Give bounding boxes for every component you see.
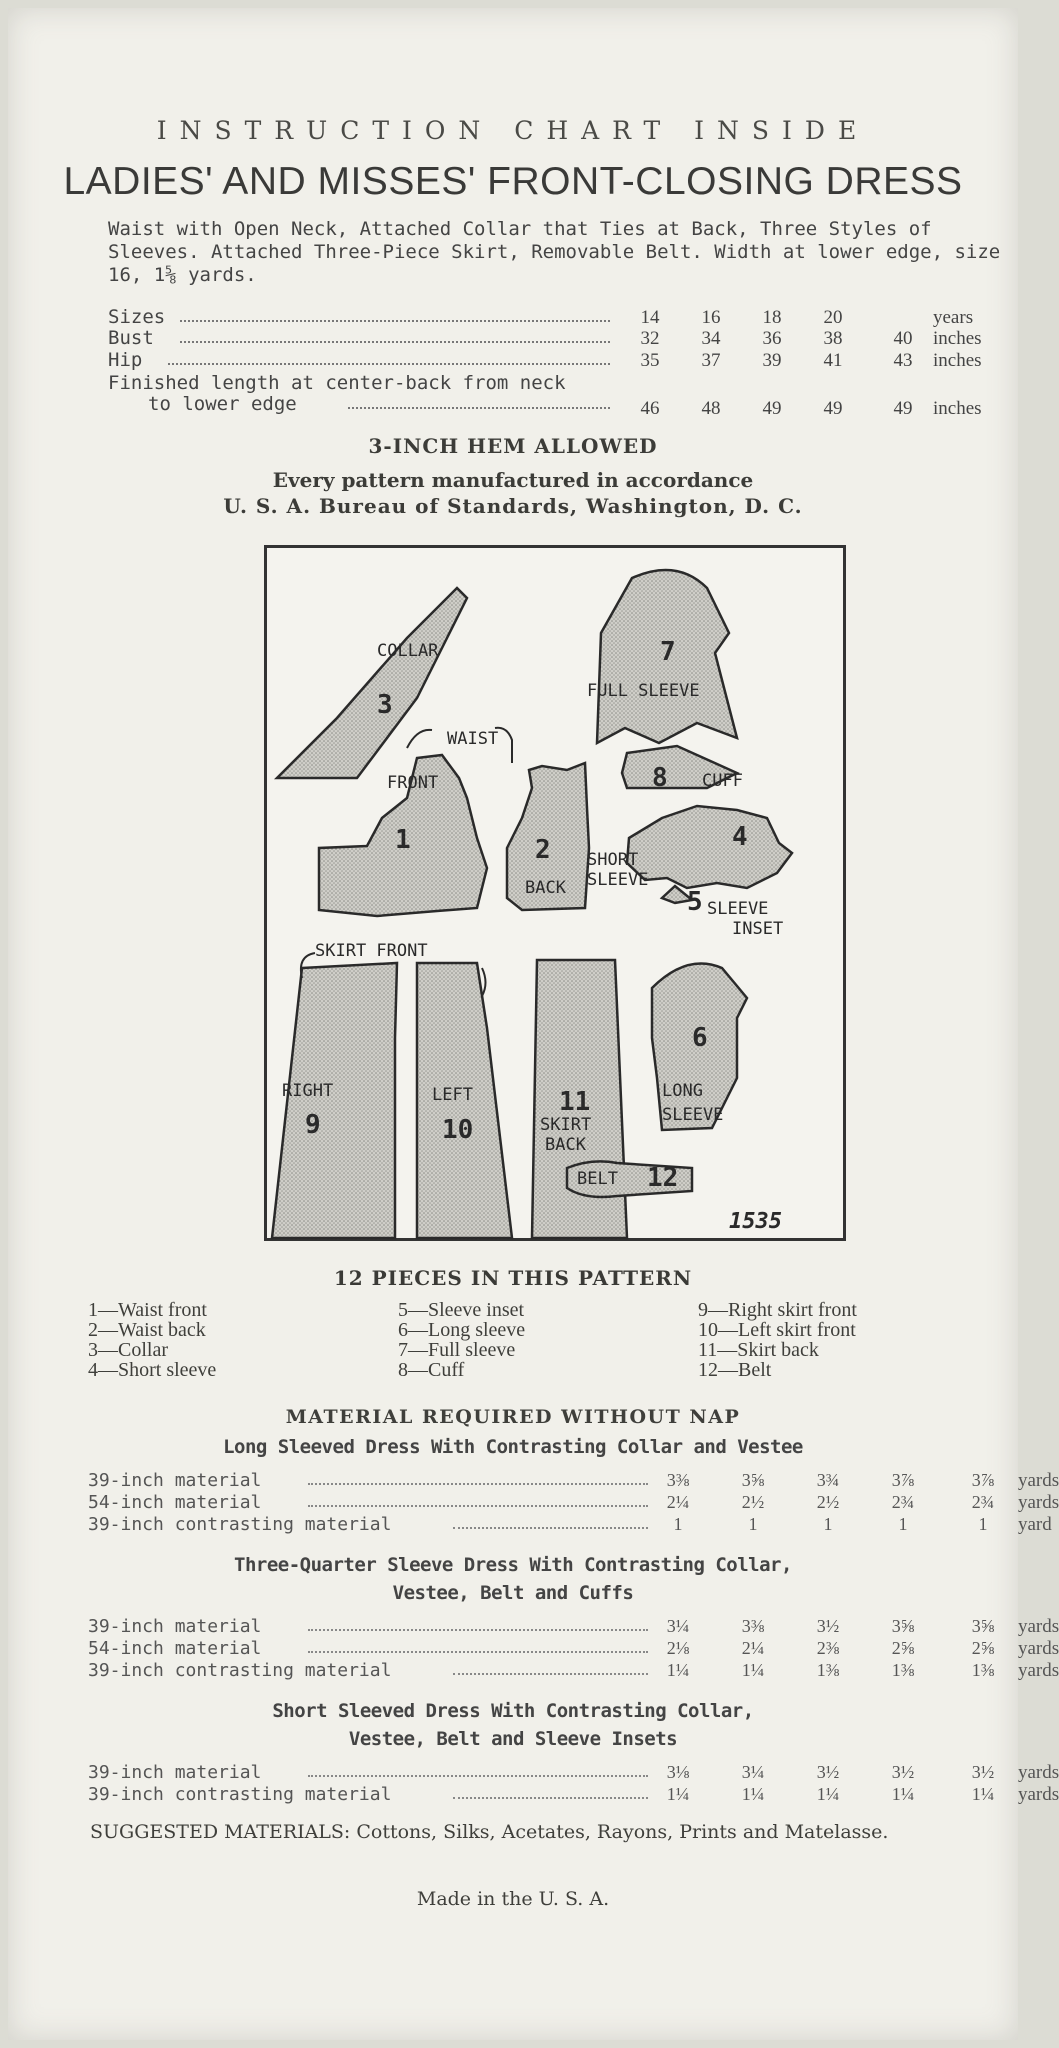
yardage-unit: yards xyxy=(1018,1660,1059,1681)
piece-number-3: 3 xyxy=(377,690,393,720)
hip-label: Hip xyxy=(108,349,143,371)
bust-value: 36 xyxy=(762,328,782,349)
yardage: 2¾ xyxy=(971,1492,995,1512)
bust-label: Bust xyxy=(108,327,154,349)
material-label: 39-inch material xyxy=(88,1470,262,1491)
size-value: 16 xyxy=(701,307,721,328)
pieces-column-2 xyxy=(398,1300,525,1380)
yardage: 2⅛ xyxy=(666,1638,690,1658)
piece-number-1: 1 xyxy=(395,825,411,855)
size-unit: years xyxy=(933,307,974,328)
waist-pointer xyxy=(407,730,432,748)
section-heading: Vestee, Belt and Sleeve Insets xyxy=(348,1728,678,1750)
yardage: 3¼ xyxy=(741,1762,765,1782)
leader-dots xyxy=(308,1483,648,1485)
piece-item: 7—Full sleeve xyxy=(398,1339,516,1361)
suggested-materials: SUGGESTED MATERIALS: Cottons, Silks, Acetates, Rayons, Prints and Matelasse. xyxy=(90,1821,889,1843)
material-row xyxy=(88,1638,1059,1659)
label-belt: BELT xyxy=(577,1169,618,1189)
yardage: 2⅜ xyxy=(816,1638,840,1658)
pieces-column-1 xyxy=(88,1300,216,1380)
yardage: 3⅛ xyxy=(666,1762,690,1782)
piece-number-9: 9 xyxy=(305,1110,321,1140)
piece-number-10: 10 xyxy=(442,1115,474,1145)
material-label: 39-inch contrasting material xyxy=(88,1784,392,1805)
yardage: 1¼ xyxy=(816,1784,840,1804)
label-back: BACK xyxy=(525,878,566,898)
leader-dots xyxy=(168,363,610,365)
section-heading: Vestee, Belt and Cuffs xyxy=(392,1582,634,1604)
piece-number-8: 8 xyxy=(652,763,668,793)
yardage: 2¼ xyxy=(666,1492,690,1512)
length-value: 46 xyxy=(640,398,660,419)
yardage: 3⅜ xyxy=(741,1616,765,1636)
bust-value: 38 xyxy=(823,328,843,349)
yardage: 1¼ xyxy=(971,1784,995,1804)
instruction-chart-heading: INSTRUCTION CHART INSIDE xyxy=(156,116,870,145)
label-sleeve-inset: SLEEVE xyxy=(707,899,769,919)
pattern-layout-diagram xyxy=(264,545,846,1241)
material-label: 39-inch material xyxy=(88,1762,262,1783)
section-heading: Three-Quarter Sleeve Dress With Contrasting Collar, xyxy=(234,1554,792,1576)
yardage: 1 xyxy=(823,1514,833,1534)
leader-dots xyxy=(453,1527,648,1529)
label-collar: COLLAR xyxy=(377,641,439,661)
pattern-pieces-svg xyxy=(267,548,843,1238)
hip-unit: inches xyxy=(933,350,982,371)
material-row xyxy=(88,1470,1059,1491)
piece-item: 9—Right skirt front xyxy=(698,1299,857,1321)
piece-item: 1—Waist front xyxy=(88,1299,207,1321)
yardage: 3½ xyxy=(816,1762,840,1782)
label-front: FRONT xyxy=(387,773,439,793)
piece-number-5: 5 xyxy=(687,887,703,917)
leader-dots xyxy=(308,1505,648,1507)
yardage: 3½ xyxy=(891,1762,915,1782)
length-value: 48 xyxy=(701,398,721,419)
yardage: 1¼ xyxy=(666,1784,690,1804)
pattern-number: 1535 xyxy=(729,1209,782,1234)
material-label: 54-inch material xyxy=(88,1638,262,1659)
size-value: 18 xyxy=(762,307,782,328)
piece-item: 12—Belt xyxy=(698,1359,772,1381)
yardage: 2½ xyxy=(741,1492,765,1512)
yardage: 3⅞ xyxy=(891,1470,915,1490)
yardage-unit: yards xyxy=(1018,1784,1059,1805)
leader-dots xyxy=(180,320,610,322)
material-heading: MATERIAL REQUIRED WITHOUT NAP xyxy=(285,1406,741,1428)
yardage: 1 xyxy=(748,1514,758,1534)
material-label: 39-inch contrasting material xyxy=(88,1514,392,1535)
yardage: 3½ xyxy=(816,1616,840,1636)
hip-value: 37 xyxy=(701,350,721,371)
hip-value: 39 xyxy=(762,350,782,371)
piece-number-4: 4 xyxy=(732,822,748,852)
measurement-table xyxy=(108,306,1008,426)
label-right: RIGHT xyxy=(282,1081,334,1101)
material-row xyxy=(88,1616,1059,1637)
pattern-description: Waist with Open Neck, Attached Collar that Ties at Back, Three Styles of Sleeves. Attached Three-Piece Skirt, Removable Belt. Width at lower edge, size 16, 1⅝ yards. xyxy=(108,218,1001,286)
yardage: 3½ xyxy=(971,1762,995,1782)
length-value: 49 xyxy=(893,398,913,419)
yardage: 1 xyxy=(978,1514,988,1534)
material-row xyxy=(88,1660,1059,1681)
leader-dots xyxy=(453,1797,648,1799)
yardage-unit: yards xyxy=(1018,1470,1059,1491)
standards-line-1: Every pattern manufactured in accordance xyxy=(272,468,754,492)
yardage: 2⅝ xyxy=(971,1638,995,1658)
label-skirt: SKIRT xyxy=(540,1115,592,1135)
yardage: 1¼ xyxy=(666,1660,690,1680)
pieces-heading: 12 PIECES IN THIS PATTERN xyxy=(333,1266,693,1290)
pattern-title: LADIES' AND MISSES' FRONT-CLOSING DRESS xyxy=(63,160,963,203)
hem-allowance: 3-INCH HEM ALLOWED xyxy=(368,434,658,458)
piece-number-11: 11 xyxy=(559,1087,591,1117)
material-label: 39-inch material xyxy=(88,1616,262,1637)
length-value: 49 xyxy=(823,398,843,419)
yardage: 3¼ xyxy=(666,1616,690,1636)
standards-line-2: U. S. A. Bureau of Standards, Washington, D. C. xyxy=(223,494,803,518)
length-value: 49 xyxy=(762,398,782,419)
label-skirt-back: BACK xyxy=(545,1135,586,1155)
section-heading: Short Sleeved Dress With Contrasting Collar, xyxy=(272,1700,754,1722)
piece-number-6: 6 xyxy=(692,1023,708,1053)
leader-dots xyxy=(308,1775,648,1777)
piece-number-12: 12 xyxy=(647,1163,679,1193)
piece-item: 10—Left skirt front xyxy=(698,1319,856,1341)
size-value: 14 xyxy=(640,307,660,328)
leader-dots xyxy=(308,1651,648,1653)
leader-dots xyxy=(453,1673,648,1675)
finished-length-label-2: to lower edge xyxy=(148,393,297,415)
yardage: 2⅝ xyxy=(891,1638,915,1658)
size-value: 20 xyxy=(823,307,843,328)
piece-short-sleeve xyxy=(627,806,792,888)
yardage-unit: yards xyxy=(1018,1762,1059,1783)
bust-value: 32 xyxy=(640,328,660,349)
label-short-sleeve: SLEEVE xyxy=(587,870,649,890)
yardage: 3⅝ xyxy=(891,1616,915,1636)
piece-item: 4—Short sleeve xyxy=(88,1359,217,1381)
sizes-label: Sizes xyxy=(108,306,166,328)
piece-item: 6—Long sleeve xyxy=(398,1319,526,1341)
yardage-unit: yards xyxy=(1018,1616,1059,1637)
yardage: 1 xyxy=(898,1514,908,1534)
label-left: LEFT xyxy=(432,1085,473,1105)
label-skirt-front: SKIRT FRONT xyxy=(315,941,428,961)
yardage-unit: yards xyxy=(1018,1492,1059,1513)
section-heading: Long Sleeved Dress With Contrasting Collar and Vestee xyxy=(223,1436,803,1458)
made-in-usa: Made in the U. S. A. xyxy=(416,1888,610,1910)
label-short: SHORT xyxy=(587,850,639,870)
label-waist: WAIST xyxy=(447,729,499,749)
length-unit: inches xyxy=(933,398,982,419)
piece-number-2: 2 xyxy=(535,835,551,865)
yardage: 3⅝ xyxy=(741,1470,765,1490)
yardage: 3¾ xyxy=(816,1470,840,1490)
yardage: 3⅝ xyxy=(971,1616,995,1636)
piece-item: 5—Sleeve inset xyxy=(398,1299,525,1321)
yardage: 2¼ xyxy=(741,1638,765,1658)
hip-value: 41 xyxy=(823,350,843,371)
material-label: 39-inch contrasting material xyxy=(88,1660,392,1681)
bust-value: 34 xyxy=(701,328,721,349)
label-inset: INSET xyxy=(732,919,784,939)
yardage: 1⅜ xyxy=(816,1660,840,1680)
yardage: 3⅞ xyxy=(971,1470,995,1490)
label-long-sleeve: SLEEVE xyxy=(662,1105,724,1125)
yardage: 1⅜ xyxy=(971,1660,995,1680)
yardage: 1 xyxy=(673,1514,683,1534)
finished-length-label: Finished length at center-back from neck xyxy=(108,372,566,394)
material-row xyxy=(88,1784,1059,1805)
label-long: LONG xyxy=(662,1081,703,1101)
label-cuff: CUFF xyxy=(702,771,743,791)
piece-collar xyxy=(277,588,467,778)
material-label: 54-inch material xyxy=(88,1492,262,1513)
yardage-unit: yard xyxy=(1018,1514,1052,1535)
yardage: 2¾ xyxy=(891,1492,915,1512)
material-row xyxy=(88,1514,1052,1535)
pattern-envelope-back xyxy=(8,8,1059,2040)
piece-number-7: 7 xyxy=(660,637,676,667)
label-full-sleeve: FULL SLEEVE xyxy=(587,681,700,701)
yardage: 3⅜ xyxy=(666,1470,690,1490)
yardage: 1¼ xyxy=(741,1784,765,1804)
yardage: 2½ xyxy=(816,1492,840,1512)
yardage: 1¼ xyxy=(891,1784,915,1804)
yardage: 1⅜ xyxy=(891,1660,915,1680)
hip-value: 43 xyxy=(893,350,913,371)
piece-item: 8—Cuff xyxy=(398,1359,465,1381)
piece-item: 11—Skirt back xyxy=(698,1339,819,1361)
piece-item: 2—Waist back xyxy=(88,1319,206,1341)
piece-item: 3—Collar xyxy=(88,1339,168,1361)
pieces-column-3 xyxy=(698,1300,857,1380)
leader-dots xyxy=(180,341,610,343)
material-row xyxy=(88,1762,1059,1783)
bust-value: 40 xyxy=(893,328,913,349)
leader-dots xyxy=(348,407,610,409)
bust-unit: inches xyxy=(933,328,982,349)
yardage: 1¼ xyxy=(741,1660,765,1680)
yardage-unit: yards xyxy=(1018,1638,1059,1659)
hip-value: 35 xyxy=(640,350,660,371)
material-row xyxy=(88,1492,1059,1513)
leader-dots xyxy=(308,1629,648,1631)
